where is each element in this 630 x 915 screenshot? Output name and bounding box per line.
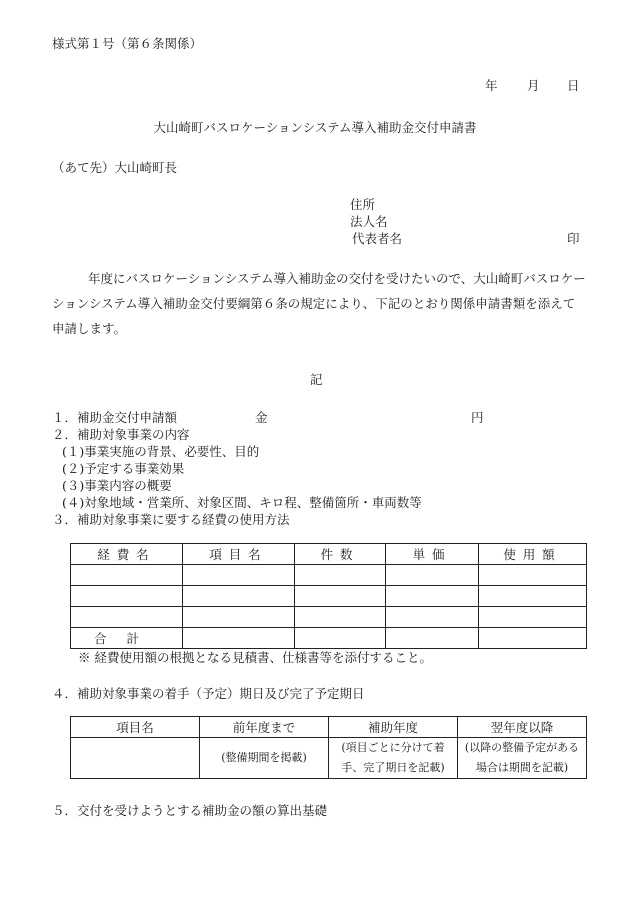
item3-label: ３．補助対象事業に要する経費の使用方法 (52, 512, 290, 527)
date-day-label: 日 (567, 78, 580, 93)
item2-sub-3: (３)事業内容の概要 (62, 478, 172, 493)
table-cell[interactable] (295, 586, 386, 607)
next-year-hint-line1: (以降の整備予定がある (464, 741, 580, 754)
col-header-item-name: 項目名 (71, 717, 200, 738)
item1-label: １．補助金交付申請額 (52, 410, 178, 425)
col-header-amount: 使用額 (479, 544, 587, 565)
item2-sub-2: (２)予定する事業効果 (62, 461, 185, 476)
col-header-expense: 経費名 (71, 544, 183, 565)
table-cell[interactable] (295, 565, 386, 586)
table-cell[interactable] (183, 607, 295, 628)
table-header-row (71, 544, 587, 565)
total-label: 合計 (71, 628, 183, 649)
table-cell[interactable] (386, 565, 479, 586)
table-total-row (71, 628, 587, 649)
table-cell[interactable] (183, 565, 295, 586)
table-cell[interactable] (386, 586, 479, 607)
item1-kin: 金 (255, 410, 268, 425)
col-header-prev-year: 前年度まで (200, 717, 329, 738)
item1-yen: 円 (471, 410, 484, 425)
table-cell[interactable] (71, 565, 183, 586)
table-cell[interactable] (479, 607, 587, 628)
col-header-unit-price: 単価 (386, 544, 479, 565)
col-header-item: 項目名 (183, 544, 295, 565)
applicant-corp-name-label: 法人名 (350, 214, 388, 229)
subsidy-year-cell[interactable] (329, 738, 458, 779)
table-cell[interactable] (479, 586, 587, 607)
item5-label: ５．交付を受けようとする補助金の額の算出基礎 (52, 803, 328, 818)
col-header-count: 件数 (295, 544, 386, 565)
schedule-table (70, 716, 587, 779)
col-header-subsidy-year: 補助年度 (329, 717, 458, 738)
item2-sub-1: (１)事業実施の背景、必要性、目的 (62, 444, 260, 459)
table-cell[interactable] (71, 738, 200, 779)
table-cell[interactable] (479, 565, 587, 586)
prev-year-cell[interactable] (200, 738, 329, 779)
table-cell[interactable] (183, 628, 295, 649)
date-month-label: 月 (527, 78, 540, 93)
form-number: 様式第１号（第６条関係） (52, 36, 203, 51)
table-cell[interactable] (183, 586, 295, 607)
item4-label: ４．補助対象事業の着手（予定）期日及び完了予定期日 (52, 686, 365, 701)
table-row (71, 738, 587, 779)
next-year-hint-line2: 場合は期間を記載) (475, 761, 569, 774)
application-body-text: 年度にバスロケーションシステム導入補助金の交付を受けたいので、大山崎町バスロケーションシステム導入補助金交付要綱第６条の規定により、下記のとおり関係申請書類を添えて申請します。 (52, 271, 586, 336)
table-cell[interactable] (71, 607, 183, 628)
table-cell[interactable] (479, 628, 587, 649)
applicant-address-label: 住所 (350, 197, 376, 212)
seal-mark: 印 (567, 231, 580, 246)
subsidy-year-hint-line2: 手、完了期日を記載) (341, 761, 445, 774)
applicant-representative-label: 代表者名 (352, 231, 403, 246)
col-header-next-year: 翌年度以降 (458, 717, 587, 738)
document-title: 大山崎町バスロケーションシステム導入補助金交付申請書 (153, 120, 477, 135)
item2-sub-4: (４)対象地域・営業所、対象区間、キロ程、整備箇所・車両数等 (62, 495, 422, 510)
prev-year-hint: (整備期間を掲載) (221, 751, 307, 764)
table-row (71, 586, 587, 607)
next-year-cell[interactable] (458, 738, 587, 779)
table-cell[interactable] (386, 628, 479, 649)
table-header-row (71, 717, 587, 738)
table-row (71, 607, 587, 628)
cost-usage-table (70, 543, 587, 649)
table-cell[interactable] (295, 607, 386, 628)
date-year-label: 年 (485, 78, 498, 93)
ki-heading: 記 (310, 372, 323, 387)
expense-note: ※ 経費使用額の根拠となる見積書、仕様書等を添付すること。 (78, 650, 432, 665)
table-cell[interactable] (295, 628, 386, 649)
addressee: （あて先）大山崎町長 (52, 160, 178, 175)
table-row (71, 565, 587, 586)
item2-label: ２．補助対象事業の内容 (52, 427, 190, 442)
table-cell[interactable] (386, 607, 479, 628)
subsidy-year-hint-line1: (項目ごとに分けて着 (341, 741, 445, 754)
table-cell[interactable] (71, 586, 183, 607)
